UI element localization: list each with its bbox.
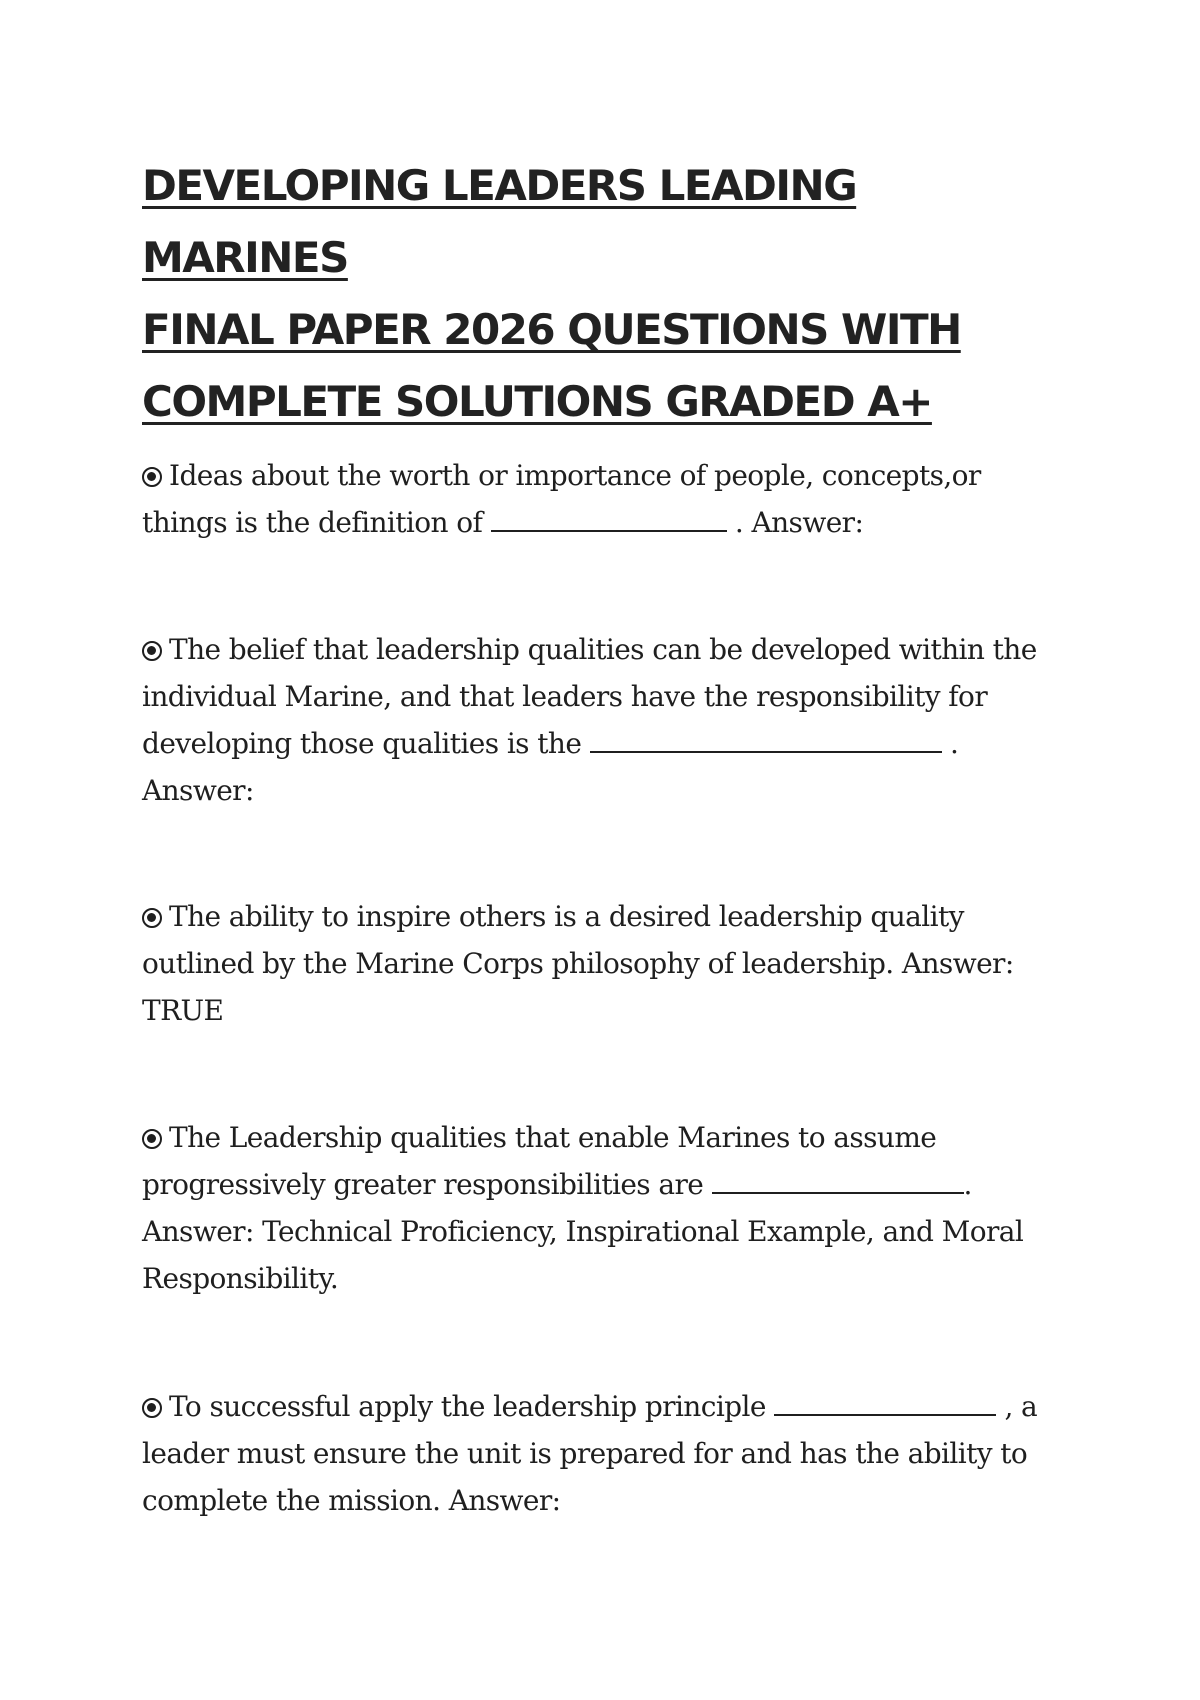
document-title (142, 150, 1042, 438)
answer-blank (491, 506, 727, 532)
radio-bullet-icon (142, 641, 162, 661)
answer-blank (712, 1168, 964, 1194)
radio-bullet-icon (142, 1129, 162, 1149)
question-item (142, 893, 1072, 1034)
radio-bullet-icon (142, 908, 162, 928)
question-item (142, 1114, 1072, 1302)
answer-blank (590, 727, 942, 753)
question-text-after: , a leader must ensure the unit is prepared for and has the ability to complete the mission. Answer: (142, 1390, 1038, 1517)
title-line: DEVELOPING LEADERS LEADING MARINES (142, 161, 857, 282)
question-text-after: . Answer: Technical Proficiency, Inspirational Example, and Moral Responsibility. (142, 1168, 1024, 1295)
question-text: The ability to inspire others is a desired leadership quality outlined by the Marine Corps philosophy of leadership. Answer: TRUE (142, 900, 1014, 1027)
question-item (142, 626, 1072, 814)
question-text: The belief that leadership qualities can be developed within the individual Marine, and that leaders have the responsibility for developing those qualities is the (142, 633, 1037, 760)
question-text-after: . Answer: (734, 506, 864, 539)
radio-bullet-icon (142, 467, 162, 487)
title-line: COMPLETE SOLUTIONS GRADED A+ (142, 377, 932, 426)
radio-bullet-icon (142, 1398, 162, 1418)
question-item (142, 1383, 1072, 1524)
title-line: FINAL PAPER 2026 QUESTIONS WITH (142, 305, 961, 354)
answer-blank (774, 1390, 996, 1416)
question-text: Ideas about the worth or importance of people, concepts,or things is the definition of (142, 459, 981, 539)
question-item (142, 452, 1072, 546)
question-text: To successful apply the leadership principle (169, 1390, 766, 1423)
question-text: The Leadership qualities that enable Marines to assume progressively greater responsibilities are (142, 1121, 937, 1201)
question-text-after: . Answer: (142, 727, 959, 807)
